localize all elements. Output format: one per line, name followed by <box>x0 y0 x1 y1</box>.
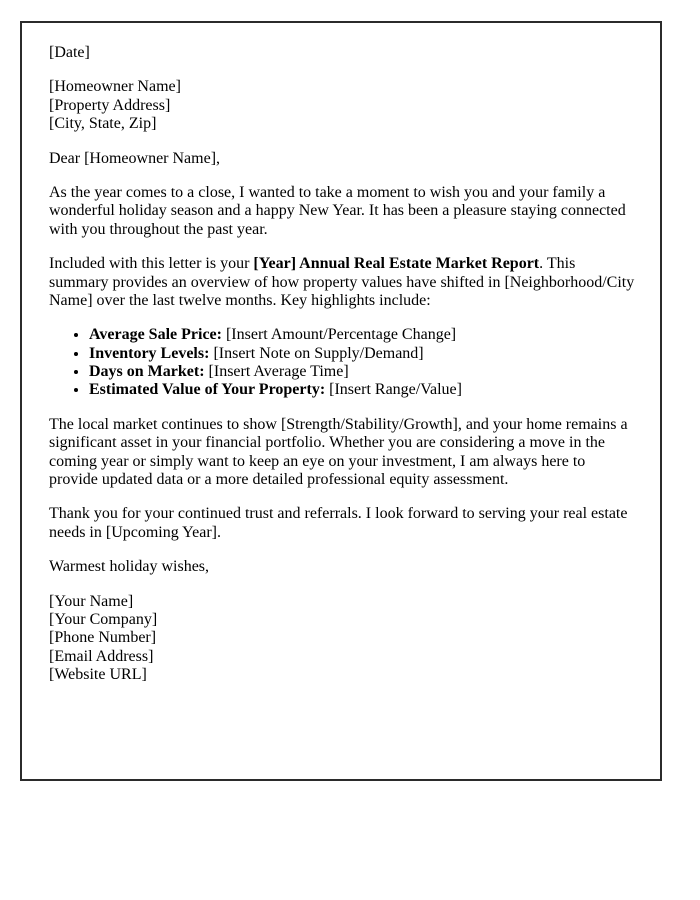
thanks-paragraph: Thank you for your continued trust and referrals. I look forward to serving your real estate needs in [Upcoming Year]. <box>49 505 628 541</box>
report-paragraph <box>49 255 636 310</box>
date-line: [Date] <box>49 44 90 61</box>
highlight-label: Average Sale Price: <box>89 326 222 344</box>
signature-website-line: [Website URL] <box>49 666 147 684</box>
recipient-city-state-zip-line: [City, State, Zip] <box>49 115 157 133</box>
highlight-item-inventory-levels <box>89 345 636 363</box>
highlight-item-days-on-market <box>89 363 636 381</box>
recipient-address-line: [Property Address] <box>49 96 171 114</box>
closing-line: Warmest holiday wishes, <box>49 558 210 576</box>
letter-frame <box>20 21 662 781</box>
highlight-item-estimated-value <box>89 381 636 399</box>
highlight-value: [Insert Note on Supply/Demand] <box>209 344 424 362</box>
signature-phone-line: [Phone Number] <box>49 629 157 647</box>
salutation-line: Dear [Homeowner Name], <box>49 149 221 167</box>
highlight-label: Days on Market: <box>89 363 205 381</box>
report-title-bold: [Year] Annual Real Estate Market Report <box>253 255 540 273</box>
intro-paragraph: As the year comes to a close, I wanted to take a moment to wish you and your family a wonderful holiday season and a happy New Year. It has been a pleasure staying connected with you throughout the past year. <box>49 183 626 238</box>
report-paragraph-tail: . This summary provides an overview of how property values have shifted in [Neighborhood/City Name] over the last twelve months. Key highlights include: <box>49 255 635 309</box>
highlight-item-average-sale-price <box>89 326 636 344</box>
highlight-value: [Insert Amount/Percentage Change] <box>221 326 457 344</box>
market-paragraph: The local market continues to show [Strength/Stability/Growth], and your home remains a significant asset in your financial portfolio. Whether you are considering a move in the coming year or simply want to keep an eye on your investment, I am always here to provide updated data or a more detailed professional equity assessment. <box>49 415 628 489</box>
report-paragraph-lead: Included with this letter is your <box>49 255 254 273</box>
recipient-name-line: [Homeowner Name] <box>49 78 181 96</box>
signature-block <box>49 593 636 685</box>
recipient-block <box>49 78 636 133</box>
highlight-value: [Insert Average Time] <box>204 363 349 381</box>
signature-company-line: [Your Company] <box>49 610 158 628</box>
highlight-label: Estimated Value of Your Property: <box>89 381 326 399</box>
signature-name-line: [Your Name] <box>49 592 134 610</box>
highlights-list <box>49 326 636 400</box>
highlight-label: Inventory Levels: <box>89 344 210 362</box>
signature-email-line: [Email Address] <box>49 647 154 665</box>
highlight-value: [Insert Range/Value] <box>325 381 462 399</box>
